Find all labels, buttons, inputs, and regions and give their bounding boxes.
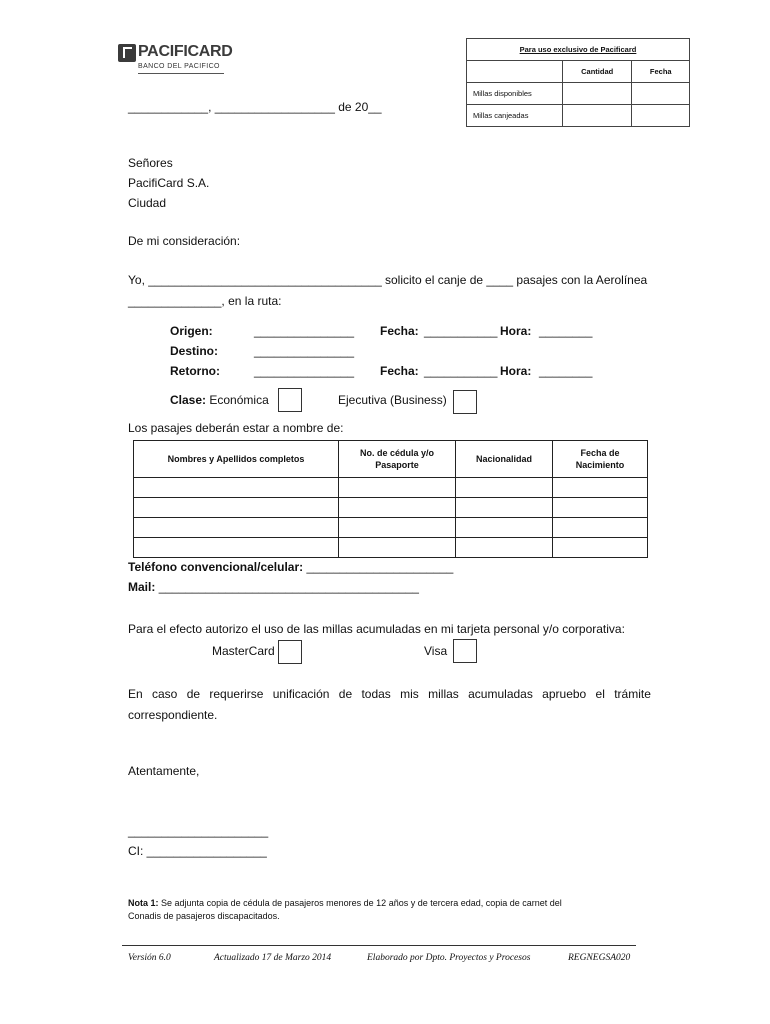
table-row — [134, 498, 648, 518]
passenger-birthdate-cell[interactable] — [553, 538, 648, 558]
return-field[interactable]: _______________ — [254, 364, 355, 378]
origin-date-label: Fecha: — [380, 324, 419, 338]
date-header: Fecha — [632, 61, 690, 83]
unification-line-1: En caso de requerirse unificación de todas mis millas acumuladas apruebo el trámite — [128, 687, 651, 701]
header-birth-date: Fecha de Nacimiento — [553, 441, 648, 478]
note-line-2: Conadis de pasajeros discapacitados. — [128, 911, 280, 921]
passenger-name-cell[interactable] — [134, 518, 339, 538]
economy-label: Económica — [209, 393, 269, 407]
pacificard-logo — [118, 42, 233, 74]
business-label: Ejecutiva (Business) — [338, 393, 447, 407]
miles-available-date[interactable] — [632, 83, 690, 105]
phone-row — [128, 560, 453, 574]
return-label: Retorno: — [170, 364, 220, 378]
class-row — [170, 393, 269, 407]
passenger-id-cell[interactable] — [339, 538, 456, 558]
origin-field[interactable]: _______________ — [254, 324, 355, 338]
class-label: Clase: — [170, 393, 207, 407]
destination-field[interactable]: _______________ — [254, 344, 355, 358]
logo-name: PACIFICARD — [138, 43, 233, 60]
footer-version: Versión 6.0 — [128, 953, 171, 963]
unification-line-2: correspondiente. — [128, 708, 218, 722]
footer-divider — [122, 945, 636, 946]
origin-time-field[interactable]: ________ — [539, 324, 593, 338]
logo-divider — [138, 73, 224, 74]
passenger-name-cell[interactable] — [134, 498, 339, 518]
authorization-text: Para el efecto autorizo el uso de las millas acumuladas en mi tarjeta personal y/o corporativa: — [128, 622, 625, 636]
mail-label: Mail: — [128, 580, 156, 594]
passenger-name-cell[interactable] — [134, 538, 339, 558]
pacificard-logo-icon — [118, 44, 136, 62]
phone-label: Teléfono convencional/celular: — [128, 560, 304, 574]
passenger-nationality-cell[interactable] — [456, 538, 553, 558]
passenger-birthdate-cell[interactable] — [553, 478, 648, 498]
ci-field[interactable]: CI: __________________ — [128, 844, 267, 858]
miles-available-label: Millas disponibles — [467, 83, 563, 105]
closing: Atentamente, — [128, 764, 200, 778]
business-checkbox[interactable] — [453, 390, 477, 414]
request-text: solicito el canje de ____ pasajes con la Aerolínea — [385, 273, 648, 287]
passenger-id-cell[interactable] — [339, 498, 456, 518]
request-airline-blank[interactable]: ______________, en la ruta: — [128, 294, 282, 308]
miles-redeemed-label: Millas canjeadas — [467, 105, 563, 127]
request-name-blank[interactable]: Yo, ___________________________________ — [128, 273, 382, 287]
phone-field[interactable]: ______________________ — [306, 560, 454, 574]
passenger-nationality-cell[interactable] — [456, 498, 553, 518]
logo-subtitle: BANCO DEL PACIFICO — [138, 63, 220, 70]
passenger-nationality-cell[interactable] — [456, 518, 553, 538]
passenger-birthdate-cell[interactable] — [553, 518, 648, 538]
header-full-name: Nombres y Apellidos completos — [134, 441, 339, 478]
note-line-1 — [128, 897, 562, 910]
note-label: Nota 1: — [128, 898, 159, 908]
passenger-nationality-cell[interactable] — [456, 478, 553, 498]
mail-field[interactable]: _______________________________________ — [158, 580, 419, 594]
origin-date-field[interactable]: ___________ — [424, 324, 498, 338]
return-date-label: Fecha: — [380, 364, 419, 378]
return-time-label: Hora: — [500, 364, 532, 378]
exclusive-use-table — [466, 38, 690, 127]
exclusive-use-title: Para uso exclusivo de Pacificard — [467, 39, 690, 61]
economy-checkbox[interactable] — [278, 388, 302, 412]
table-row — [134, 538, 648, 558]
greeting: De mi consideración: — [128, 234, 241, 248]
destination-label: Destino: — [170, 344, 218, 358]
footer-author: Elaborado por Dpto. Proyectos y Procesos — [367, 953, 531, 963]
salutation-line-2: PacifiCard S.A. — [128, 176, 210, 190]
table-row — [134, 478, 648, 498]
quantity-header: Cantidad — [562, 61, 632, 83]
mastercard-label: MasterCard — [212, 644, 275, 658]
header-id-passport: No. de cédula y/o Pasaporte — [339, 441, 456, 478]
visa-label: Visa — [424, 644, 448, 658]
passenger-id-cell[interactable] — [339, 478, 456, 498]
salutation-line-3: Ciudad — [128, 196, 167, 210]
passengers-table — [133, 440, 648, 558]
visa-checkbox[interactable] — [453, 639, 477, 663]
header-nationality: Nacionalidad — [456, 441, 553, 478]
signature-field[interactable]: _____________________ — [128, 824, 269, 838]
passenger-id-cell[interactable] — [339, 518, 456, 538]
footer-code: REGNEGSA020 — [568, 953, 631, 963]
return-date-field[interactable]: ___________ — [424, 364, 498, 378]
salutation-line-1: Señores — [128, 156, 173, 170]
miles-redeemed-quantity[interactable] — [562, 105, 632, 127]
passenger-birthdate-cell[interactable] — [553, 498, 648, 518]
footer-updated: Actualizado 17 de Marzo 2014 — [214, 953, 332, 963]
table-row — [134, 518, 648, 538]
miles-available-quantity[interactable] — [562, 83, 632, 105]
passengers-intro: Los pasajes deberán estar a nombre de: — [128, 421, 344, 435]
origin-label: Origen: — [170, 324, 213, 338]
origin-time-label: Hora: — [500, 324, 532, 338]
date-line[interactable]: ____________, __________________ de 20__ — [128, 100, 382, 114]
return-time-field[interactable]: ________ — [539, 364, 593, 378]
note-text-1: Se adjunta copia de cédula de pasajeros menores de 12 años y de tercera edad, copia de carnet del — [161, 898, 562, 908]
mastercard-checkbox[interactable] — [278, 640, 302, 664]
passenger-name-cell[interactable] — [134, 478, 339, 498]
miles-redeemed-date[interactable] — [632, 105, 690, 127]
mail-row — [128, 580, 419, 594]
